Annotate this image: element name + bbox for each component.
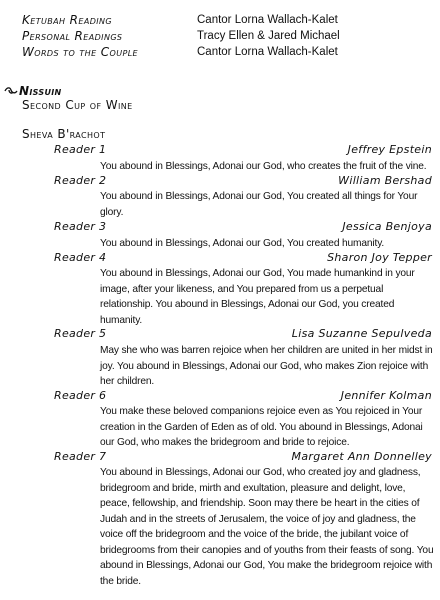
reader-label: Reader 5 xyxy=(54,327,107,340)
reader-name: William Bershad xyxy=(338,174,432,187)
program-name: Cantor Lorna Wallach-Kalet xyxy=(197,46,338,58)
reader-name: Lisa Suzanne Sepulveda xyxy=(291,327,432,340)
blessing-text: May she who was barren rejoice when her children are united in her midst in joy. You abound in Blessings, Adonai our God, who makes Zion rejoice with her children. xyxy=(100,345,433,387)
blessing-text: You abound in Blessings, Adonai our God, You created all things for Your glory. xyxy=(100,191,418,218)
program-role: Words to the Couple xyxy=(22,45,139,59)
reader-label: Reader 7 xyxy=(54,450,107,463)
program-role: Ketubah Reading xyxy=(22,13,113,27)
blessing-text: You abound in Blessings, Adonai our God, who created joy and gladness, bridegroom and bride, mirth and exultation, pleasure and delight, love, peace, fellowship, and friendship. Soon may there be heart in the cities of Judah and in the streets of Jerusalem, the voice of joy and gladness, the voice off the bridegroom and the voice of the bride, the jubilant voice of bridegrooms from their canopies and of youths from their feasts of song. You abound in Blessings, Adonai our God, You make the bridegroom rejoice with the bride. xyxy=(100,467,434,587)
blessing-text: You make these beloved companions rejoice even as You rejoiced in Your creation in the Garden of Eden as of old. You abound in Blessings, Adonai our God, who makes the bridegroom and bride to rejoice. xyxy=(100,406,423,448)
reader-label: Reader 6 xyxy=(54,389,107,402)
reader-name: Jessica Benjoya xyxy=(342,220,432,233)
program-name: Tracy Ellen & Jared Michael xyxy=(197,30,340,42)
reader-name: Margaret Ann Donnelley xyxy=(291,450,432,463)
reader-label: Reader 1 xyxy=(54,143,107,156)
blessing-text: You abound in Blessings, Adonai our God, You made humankind in your image, after your likeness, and You prepared from us a perpetual relationship. You abound in Blessings, Adonai our God, you created humanity. xyxy=(100,268,415,326)
section-title-nissuin: Nissuin xyxy=(19,84,62,98)
program-name: Cantor Lorna Wallach-Kalet xyxy=(197,14,338,26)
blessing-text: You abound in Blessings, Adonai our God, You created humanity. xyxy=(100,238,385,249)
section-title-sheva-brachot: Sheva B'rachot xyxy=(22,127,106,141)
program-role: Personal Readings xyxy=(22,29,123,43)
reader-label: Reader 3 xyxy=(54,220,107,233)
reader-name: Jennifer Kolman xyxy=(340,389,432,402)
reader-name: Sharon Joy Tepper xyxy=(327,251,432,264)
flourish-ornament-icon xyxy=(4,86,18,96)
blessing-text: You abound in Blessings, Adonai our God, who creates the fruit of the vine. xyxy=(100,161,427,172)
reader-label: Reader 4 xyxy=(54,251,107,264)
reader-label: Reader 2 xyxy=(54,174,107,187)
reader-name: Jeffrey Epstein xyxy=(347,143,432,156)
nissuin-item: Second Cup of Wine xyxy=(22,98,133,112)
